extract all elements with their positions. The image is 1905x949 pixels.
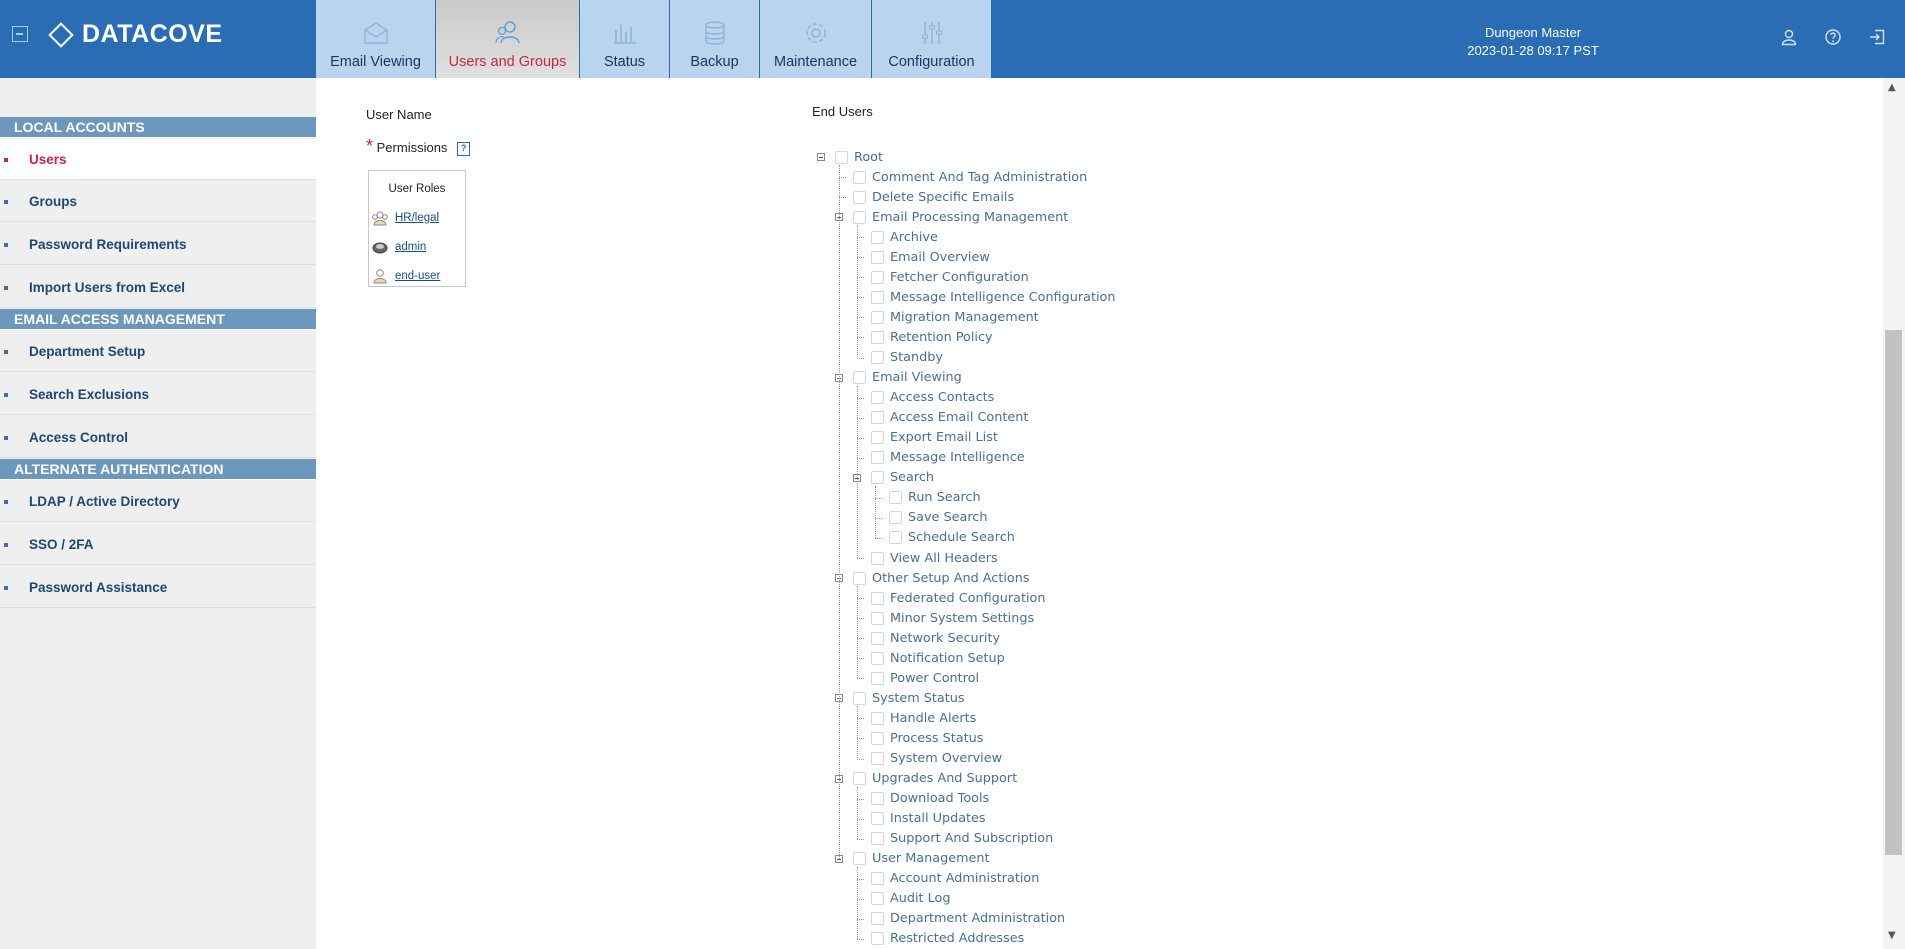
header-actions — [1780, 28, 1886, 46]
sidebar-item-password-assistance[interactable]: Password Assistance — [0, 567, 316, 608]
sidebar-item-password-requirements[interactable]: Password Requirements — [0, 224, 316, 265]
tree-node-label: Department Administration — [890, 911, 1066, 927]
tree-node[interactable] — [853, 688, 965, 708]
tree-connector — [875, 538, 882, 539]
collapse-toggle-icon[interactable] — [817, 153, 825, 161]
tree-node[interactable] — [889, 508, 987, 528]
tree-node-label: Search — [890, 470, 934, 486]
tree-checkbox[interactable] — [871, 832, 884, 845]
tree-connector — [857, 438, 864, 439]
tree-node-label: Root — [854, 149, 883, 165]
tree-checkbox[interactable] — [871, 872, 884, 885]
tree-node[interactable] — [871, 869, 1039, 889]
tree-checkbox[interactable] — [871, 391, 884, 404]
tree-node-label: Schedule Search — [908, 530, 1015, 546]
tree-checkbox[interactable] — [871, 431, 884, 444]
tree-node-label: Install Updates — [890, 811, 986, 827]
role-admin[interactable] — [371, 238, 426, 256]
tree-node-label: Delete Specific Emails — [872, 189, 1015, 205]
tree-checkbox[interactable] — [871, 892, 884, 905]
tree-checkbox[interactable] — [889, 491, 902, 504]
tree-checkbox[interactable] — [853, 191, 866, 204]
user-roles-box — [368, 170, 466, 287]
logo-text: DATACOVE — [82, 20, 223, 48]
tree-node[interactable] — [871, 829, 1053, 849]
tree-connector — [857, 458, 864, 459]
tree-connector — [857, 638, 864, 639]
tree-node-label: Account Administration — [890, 871, 1040, 887]
tree-node[interactable] — [871, 287, 1115, 307]
section-alternate-authentication: ALTERNATE AUTHENTICATION — [0, 459, 316, 480]
tree-node[interactable] — [871, 909, 1065, 929]
tree-checkbox[interactable] — [871, 231, 884, 244]
tree-connector — [857, 939, 864, 940]
main-tabs — [316, 0, 992, 78]
tree-connector — [857, 418, 864, 419]
tree-connector — [857, 317, 864, 318]
tree-node[interactable] — [871, 548, 998, 568]
tab-configuration[interactable] — [872, 0, 992, 78]
tree-node-label: System Overview — [890, 751, 1003, 766]
user-roles-title: User Roles — [388, 183, 446, 195]
tree-checkbox[interactable] — [853, 692, 866, 705]
tree-connector — [857, 658, 864, 659]
tree-checkbox[interactable] — [853, 171, 866, 184]
end-users-title: End Users — [812, 104, 873, 119]
user-info — [1420, 24, 1646, 60]
sidebar-item-ldap[interactable]: LDAP / Active Directory — [0, 481, 316, 522]
tree-node[interactable] — [871, 408, 1028, 428]
logo-diamond-icon — [48, 22, 73, 47]
tree-node-label: Handle Alerts — [890, 710, 977, 726]
help-icon[interactable] — [1824, 28, 1842, 46]
tab-label: Configuration — [888, 54, 975, 70]
tree-node[interactable] — [871, 348, 943, 368]
scrollbar-thumb[interactable] — [1885, 330, 1902, 855]
tree-node-label: Minor System Settings — [890, 610, 1035, 626]
tree-connector — [857, 586, 858, 678]
tree-node[interactable] — [871, 749, 1002, 769]
sidebar-item-users[interactable]: Users — [0, 139, 316, 180]
tree-checkbox[interactable] — [871, 552, 884, 565]
required-marker: * — [366, 136, 374, 156]
tree-connector — [857, 297, 864, 298]
gear-icon — [801, 18, 831, 48]
help-icon[interactable]: ? — [457, 142, 470, 156]
sidebar-item-groups[interactable]: Groups — [0, 181, 316, 222]
tree-node[interactable] — [889, 528, 1015, 548]
tree-connector — [875, 486, 876, 538]
tree-checkbox[interactable] — [853, 211, 866, 224]
tree-checkbox[interactable] — [871, 812, 884, 825]
bar-chart-icon — [610, 18, 640, 48]
tree-node[interactable] — [853, 568, 1030, 588]
tree-node-label: Standby — [890, 350, 943, 365]
section-email-access-management: EMAIL ACCESS MANAGEMENT — [0, 309, 316, 330]
permissions-label: Permissions — [376, 140, 448, 155]
role-link[interactable]: HR/legal — [395, 212, 440, 224]
tree-checkbox[interactable] — [871, 912, 884, 925]
tree-connector — [875, 498, 882, 499]
tree-checkbox[interactable] — [871, 411, 884, 424]
group-icon — [371, 209, 389, 227]
tree-node[interactable] — [853, 207, 1068, 227]
tree-connector — [857, 738, 864, 739]
tree-checkbox[interactable] — [871, 672, 884, 685]
user-name-label: User Name — [366, 107, 432, 122]
tree-node[interactable] — [871, 307, 1039, 327]
tree-connector — [857, 718, 864, 719]
tree-connector — [857, 759, 864, 760]
tree-connector — [839, 177, 846, 178]
tree-checkbox[interactable] — [889, 531, 902, 544]
tree-node[interactable] — [871, 728, 983, 748]
tree-connector — [857, 879, 864, 880]
tree-node[interactable] — [871, 468, 934, 488]
sidebar-item-search-exclusions[interactable]: Search Exclusions — [0, 374, 316, 415]
role-end-user[interactable] — [371, 267, 440, 285]
tree-node[interactable] — [835, 147, 883, 167]
tree-node[interactable] — [871, 428, 998, 448]
tree-node-label: Export Email List — [890, 430, 998, 446]
tree-node-label: Fetcher Configuration — [890, 269, 1029, 285]
tree-connector — [857, 867, 858, 939]
tree-node-label: Download Tools — [890, 791, 990, 807]
tree-node-label: Comment And Tag Administration — [872, 169, 1088, 185]
tree-node[interactable] — [871, 388, 994, 408]
tree-node[interactable] — [871, 448, 1025, 468]
tree-connector — [857, 257, 864, 258]
tree-checkbox[interactable] — [871, 451, 884, 464]
tree-connector — [857, 839, 864, 840]
tab-label: Maintenance — [773, 54, 858, 70]
role-hr-legal[interactable] — [371, 209, 439, 227]
tree-checkbox[interactable] — [871, 291, 884, 304]
admin-icon — [371, 238, 389, 256]
role-link[interactable]: admin — [395, 241, 427, 253]
tree-connector — [857, 799, 864, 800]
user-icon[interactable] — [1780, 28, 1798, 46]
tree-node-label: Audit Log — [890, 891, 951, 907]
tree-node-label: Access Email Content — [890, 410, 1029, 426]
tree-checkbox[interactable] — [853, 371, 866, 384]
tree-checkbox[interactable] — [871, 471, 884, 484]
tree-node-label: Upgrades And Support — [872, 771, 1018, 787]
tree-node-label: Process Status — [890, 730, 984, 746]
tree-node-label: Message Intelligence Configuration — [890, 289, 1116, 305]
tab-label: Backup — [690, 54, 739, 70]
tree-checkbox[interactable] — [871, 612, 884, 625]
tree-node-label: Support And Subscription — [890, 831, 1054, 847]
tree-node-label: Migration Management — [890, 309, 1039, 325]
tree-node-label: Retention Policy — [890, 329, 993, 345]
tree-node-label: Run Search — [908, 490, 981, 506]
tree-connector — [857, 787, 858, 839]
tree-connector — [857, 678, 864, 679]
tree-node[interactable] — [871, 668, 979, 688]
tree-node[interactable] — [871, 227, 938, 247]
scroll-up-arrow[interactable]: ▲ — [1888, 82, 1896, 93]
tree-node[interactable] — [871, 648, 1005, 668]
tab-label: Email Viewing — [330, 54, 421, 70]
tree-node-label: Other Setup And Actions — [872, 570, 1030, 586]
tree-node-label: Save Search — [908, 510, 988, 526]
tree-connector — [857, 225, 858, 357]
tree-connector — [857, 237, 864, 238]
current-datetime: 2023-01-28 09:17 PST — [1467, 43, 1599, 58]
sidebar-item-sso-2fa[interactable]: SSO / 2FA — [0, 524, 316, 565]
datacove-logo[interactable] — [48, 20, 223, 49]
tree-connector — [839, 197, 846, 198]
tree-checkbox[interactable] — [871, 752, 884, 765]
tree-checkbox[interactable] — [889, 511, 902, 524]
tree-node[interactable] — [853, 187, 1014, 207]
sidebar — [0, 78, 316, 949]
tree-node-label: Network Security — [890, 630, 1001, 646]
role-link[interactable]: end-user — [395, 270, 441, 282]
tree-node[interactable] — [853, 167, 1087, 187]
tree-checkbox[interactable] — [871, 652, 884, 665]
envelope-icon — [361, 18, 391, 48]
tab-label: Users and Groups — [448, 54, 567, 70]
tree-checkbox[interactable] — [871, 311, 884, 324]
tree-node[interactable] — [871, 809, 986, 829]
tree-checkbox[interactable] — [853, 572, 866, 585]
tree-connector — [857, 386, 858, 558]
tree-connector — [857, 706, 858, 758]
tree-node-label: Email Processing Management — [872, 209, 1069, 225]
tree-connector — [857, 277, 864, 278]
tree-connector — [857, 819, 864, 820]
tree-node[interactable] — [871, 267, 1029, 287]
tree-checkbox[interactable] — [835, 151, 848, 164]
tree-node[interactable] — [871, 588, 1046, 608]
tree-node-label: Notification Setup — [890, 650, 1005, 666]
tree-node[interactable] — [871, 628, 1000, 648]
sidebar-item-access-control[interactable]: Access Control — [0, 417, 316, 458]
tree-checkbox[interactable] — [853, 852, 866, 865]
tree-node[interactable] — [871, 247, 990, 267]
person-icon — [371, 267, 389, 285]
tree-node-label: Federated Configuration — [890, 590, 1046, 606]
permissions-label-row — [366, 136, 470, 157]
tree-node[interactable] — [871, 608, 1034, 628]
section-local-accounts: LOCAL ACCOUNTS — [0, 117, 316, 138]
tree-connector — [839, 165, 840, 859]
tree-node-label: Restricted Addresses — [890, 931, 1025, 947]
database-icon — [700, 18, 730, 48]
tree-connector — [857, 598, 864, 599]
tab-maintenance[interactable] — [760, 0, 872, 78]
tree-node[interactable] — [889, 488, 981, 508]
tree-node-label: Access Contacts — [890, 390, 995, 406]
tab-status[interactable] — [580, 0, 670, 78]
tree-connector — [857, 558, 864, 559]
scroll-down-arrow[interactable]: ▼ — [1888, 930, 1896, 941]
tree-connector — [857, 358, 864, 359]
tree-node[interactable] — [853, 368, 962, 388]
tab-users-and-groups[interactable] — [436, 0, 580, 78]
tree-node-label: View All Headers — [890, 550, 998, 566]
tab-backup[interactable] — [670, 0, 760, 78]
tree-node-label: Email Overview — [890, 249, 990, 265]
tree-node[interactable] — [871, 327, 993, 347]
tree-node[interactable] — [853, 849, 990, 869]
tree-node-label: Power Control — [890, 670, 980, 686]
tree-node[interactable] — [871, 789, 989, 809]
tree-checkbox[interactable] — [871, 331, 884, 344]
collapse-menu-icon[interactable] — [12, 26, 28, 42]
sliders-icon — [917, 18, 947, 48]
user-name: Dungeon Master — [1484, 25, 1582, 40]
tab-email-viewing[interactable] — [316, 0, 436, 78]
tree-node[interactable] — [853, 769, 1017, 789]
tree-node-label: User Management — [872, 851, 990, 867]
logout-icon[interactable] — [1868, 28, 1886, 46]
tree-node[interactable] — [871, 929, 1024, 949]
tree-node-label: Archive — [890, 229, 938, 245]
tree-connector — [875, 518, 882, 519]
tree-node[interactable] — [871, 708, 976, 728]
tree-node-label: System Status — [872, 690, 965, 706]
tree-checkbox[interactable] — [871, 932, 884, 945]
tree-checkbox[interactable] — [871, 271, 884, 284]
tree-checkbox[interactable] — [871, 351, 884, 364]
tab-label: Status — [603, 54, 646, 70]
tree-checkbox[interactable] — [853, 772, 866, 785]
tree-connector — [857, 337, 864, 338]
users-icon — [493, 18, 523, 48]
tree-node-label: Message Intelligence — [890, 450, 1025, 466]
tree-connector — [857, 919, 864, 920]
tree-connector — [857, 618, 864, 619]
tree-checkbox[interactable] — [871, 592, 884, 605]
tree-connector — [857, 398, 864, 399]
sidebar-item-department-setup[interactable]: Department Setup — [0, 331, 316, 372]
tree-checkbox[interactable] — [871, 632, 884, 645]
tree-connector — [857, 899, 864, 900]
app-header — [0, 0, 1905, 78]
tree-checkbox[interactable] — [871, 251, 884, 264]
tree-checkbox[interactable] — [871, 792, 884, 805]
tree-checkbox[interactable] — [871, 732, 884, 745]
tree-node[interactable] — [871, 889, 951, 909]
sidebar-item-import-users[interactable]: Import Users from Excel — [0, 267, 316, 308]
tree-node-label: Email Viewing — [872, 370, 962, 386]
tree-checkbox[interactable] — [871, 712, 884, 725]
